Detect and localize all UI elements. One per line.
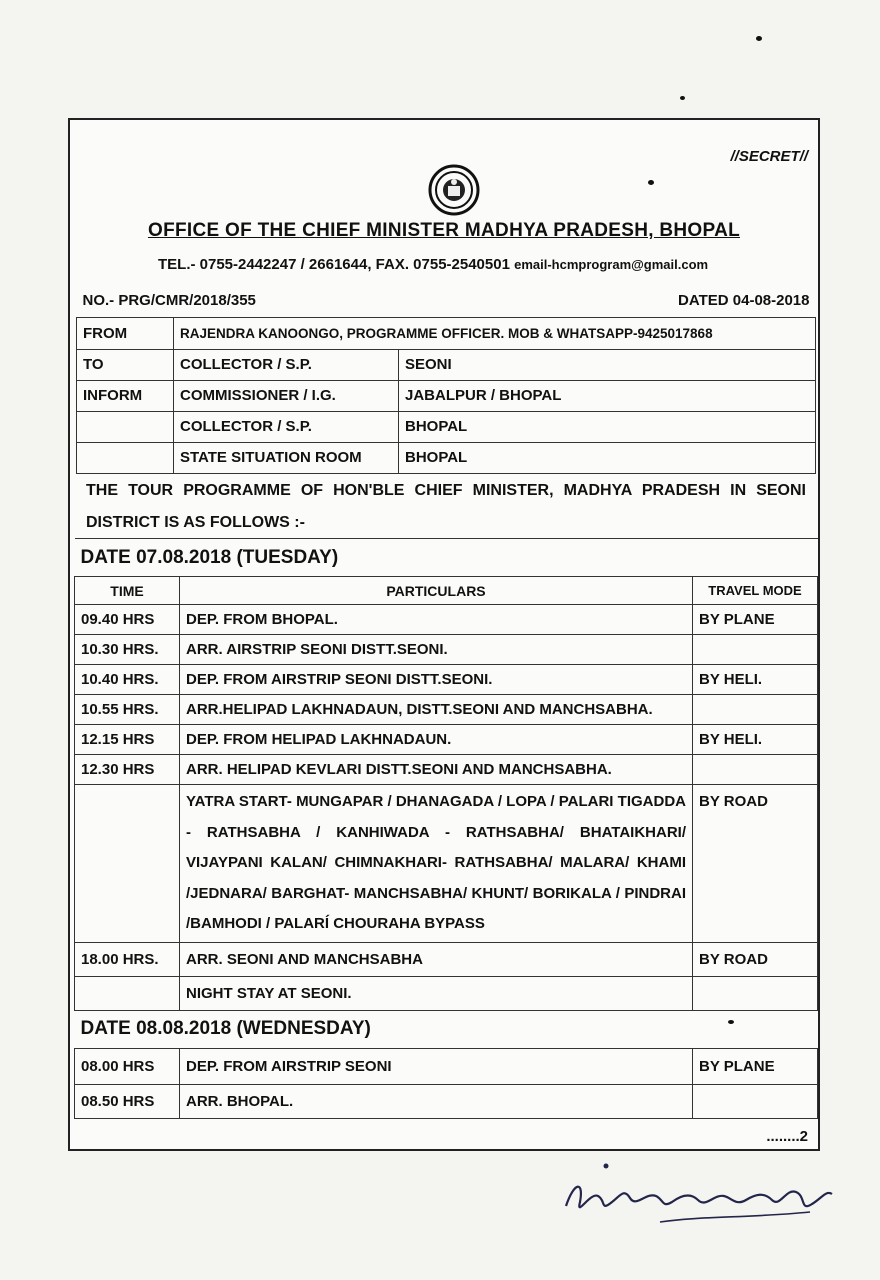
handwritten-signature xyxy=(560,1162,840,1232)
schedule-row xyxy=(75,695,818,725)
row-particulars: NIGHT STAY AT SEONI. xyxy=(180,976,693,1010)
schedule-row xyxy=(75,635,818,665)
row-particulars: ARR. SEONI AND MANCHSABHA xyxy=(180,942,693,976)
routing-place: BHOPAL xyxy=(399,442,816,473)
row-particulars: DEP. FROM BHOPAL. xyxy=(180,605,693,635)
routing-value: COLLECTOR / S.P. xyxy=(174,349,399,380)
mode-header: TRAVEL MODE xyxy=(693,577,818,605)
schedule-day1 xyxy=(74,538,818,1119)
phone-fax: TEL.- 0755-2442247 / 2661644, FAX. 0755-2540501 xyxy=(158,256,510,273)
schedule-row xyxy=(75,725,818,755)
row-mode: BY PLANE xyxy=(693,605,818,635)
row-time: 18.00 HRS. xyxy=(75,942,180,976)
row-particulars: DEP. FROM HELIPAD LAKHNADAUN. xyxy=(180,725,693,755)
ref-number: NO.- PRG/CMR/2018/355 xyxy=(82,292,256,310)
routing-place: JABALPUR / BHOPAL xyxy=(399,380,816,411)
schedule-row xyxy=(75,605,818,635)
scan-speck xyxy=(648,180,654,185)
scan-speck xyxy=(680,96,685,100)
row-mode xyxy=(693,695,818,725)
schedule-row xyxy=(75,665,818,695)
routing-label: INFORM xyxy=(77,380,174,411)
row-time: 10.55 HRS. xyxy=(75,695,180,725)
row-mode xyxy=(693,1084,818,1118)
row-time xyxy=(75,785,180,943)
schedule-row xyxy=(75,755,818,785)
page-continuation-marker: ........2 xyxy=(766,1128,808,1145)
row-particulars: ARR. HELIPAD KEVLARI DISTT.SEONI AND MANCHSABHA. xyxy=(180,755,693,785)
row-time: 08.00 HRS xyxy=(75,1048,180,1084)
routing-label: TO xyxy=(77,349,174,380)
row-particulars: ARR. BHOPAL. xyxy=(180,1084,693,1118)
schedule-row xyxy=(75,785,818,943)
row-mode xyxy=(693,755,818,785)
row-time: 09.40 HRS xyxy=(75,605,180,635)
row-mode: BY HELI. xyxy=(693,665,818,695)
contact-line xyxy=(158,256,708,273)
routing-value: STATE SITUATION ROOM xyxy=(174,442,399,473)
routing-row xyxy=(77,380,816,411)
row-mode: BY ROAD xyxy=(693,942,818,976)
date-row xyxy=(75,539,818,577)
row-time: 08.50 HRS xyxy=(75,1084,180,1118)
row-time: 12.15 HRS xyxy=(75,725,180,755)
ref-row xyxy=(77,285,816,317)
row-time: 10.30 HRS. xyxy=(75,635,180,665)
schedule-row xyxy=(75,976,818,1010)
routing-row xyxy=(77,317,816,349)
particulars-header: PARTICULARS xyxy=(180,577,693,605)
time-header: TIME xyxy=(75,577,180,605)
office-title: OFFICE OF THE CHIEF MINISTER MADHYA PRADESH, BHOPAL xyxy=(147,220,740,241)
row-mode: BY HELI. xyxy=(693,725,818,755)
routing-value: COMMISSIONER / I.G. xyxy=(174,380,399,411)
routing-value: RAJENDRA KANOONGO, PROGRAMME OFFICER. MOB & WHATSAPP-9425017868 xyxy=(174,317,816,349)
state-emblem-icon xyxy=(428,164,480,216)
date-row xyxy=(75,1010,818,1048)
routing-label xyxy=(77,442,174,473)
routing-place: SEONI xyxy=(399,349,816,380)
routing-label xyxy=(77,411,174,442)
routing-place: BHOPAL xyxy=(399,411,816,442)
row-time xyxy=(75,976,180,1010)
row-particulars: DEP. FROM AIRSTRIP SEONI DISTT.SEONI. xyxy=(180,665,693,695)
intro-paragraph: THE TOUR PROGRAMME OF HON'BLE CHIEF MINISTER, MADHYA PRADESH IN SEONI DISTRICT IS AS FOLLOWS :- xyxy=(86,482,806,531)
date-heading: DATE 08.08.2018 (WEDNESDAY) xyxy=(75,1010,818,1048)
row-time: 10.40 HRS. xyxy=(75,665,180,695)
row-mode: BY PLANE xyxy=(693,1048,818,1084)
date-heading: DATE 07.08.2018 (TUESDAY) xyxy=(75,539,818,577)
routing-row xyxy=(77,411,816,442)
row-mode xyxy=(693,635,818,665)
dated: DATED 04-08-2018 xyxy=(678,292,810,310)
routing-table xyxy=(76,285,816,474)
routing-value: COLLECTOR / S.P. xyxy=(174,411,399,442)
row-mode: BY ROAD xyxy=(693,785,818,943)
row-particulars: ARR.HELIPAD LAKHNADAUN, DISTT.SEONI AND MANCHSABHA. xyxy=(180,695,693,725)
schedule-row xyxy=(75,942,818,976)
classification-label: //SECRET// xyxy=(730,148,808,165)
header-row xyxy=(75,577,818,605)
scan-speck xyxy=(756,36,762,41)
routing-row xyxy=(77,349,816,380)
routing-row xyxy=(77,442,816,473)
row-time: 12.30 HRS xyxy=(75,755,180,785)
schedule-row xyxy=(75,1084,818,1118)
routing-label: FROM xyxy=(77,317,174,349)
schedule-row xyxy=(75,1048,818,1084)
row-particulars: ARR. AIRSTRIP SEONI DISTT.SEONI. xyxy=(180,635,693,665)
scan-speck xyxy=(728,1020,734,1024)
row-particulars: DEP. FROM AIRSTRIP SEONI xyxy=(180,1048,693,1084)
row-particulars: YATRA START- MUNGAPAR / DHANAGADA / LOPA / PALARI TIGADDA - RATHSABHA / KANHIWADA - RATHSABHA/ BHATAIKHARI/ VIJAYPANI KALAN/ CHIMNAKHARI- RATHSABHA/ MALARA/ KHAMI /JEDNARA/ BARGHAT- MANCHSABHA/ KHUNT/ BORIKALA / PINDRAI /BAMHODI / PALARÍ CHOURAHA BYPASS xyxy=(180,785,693,943)
row-mode xyxy=(693,976,818,1010)
email-address: email-hcmprogram@gmail.com xyxy=(514,257,709,272)
document-page xyxy=(68,118,820,1151)
